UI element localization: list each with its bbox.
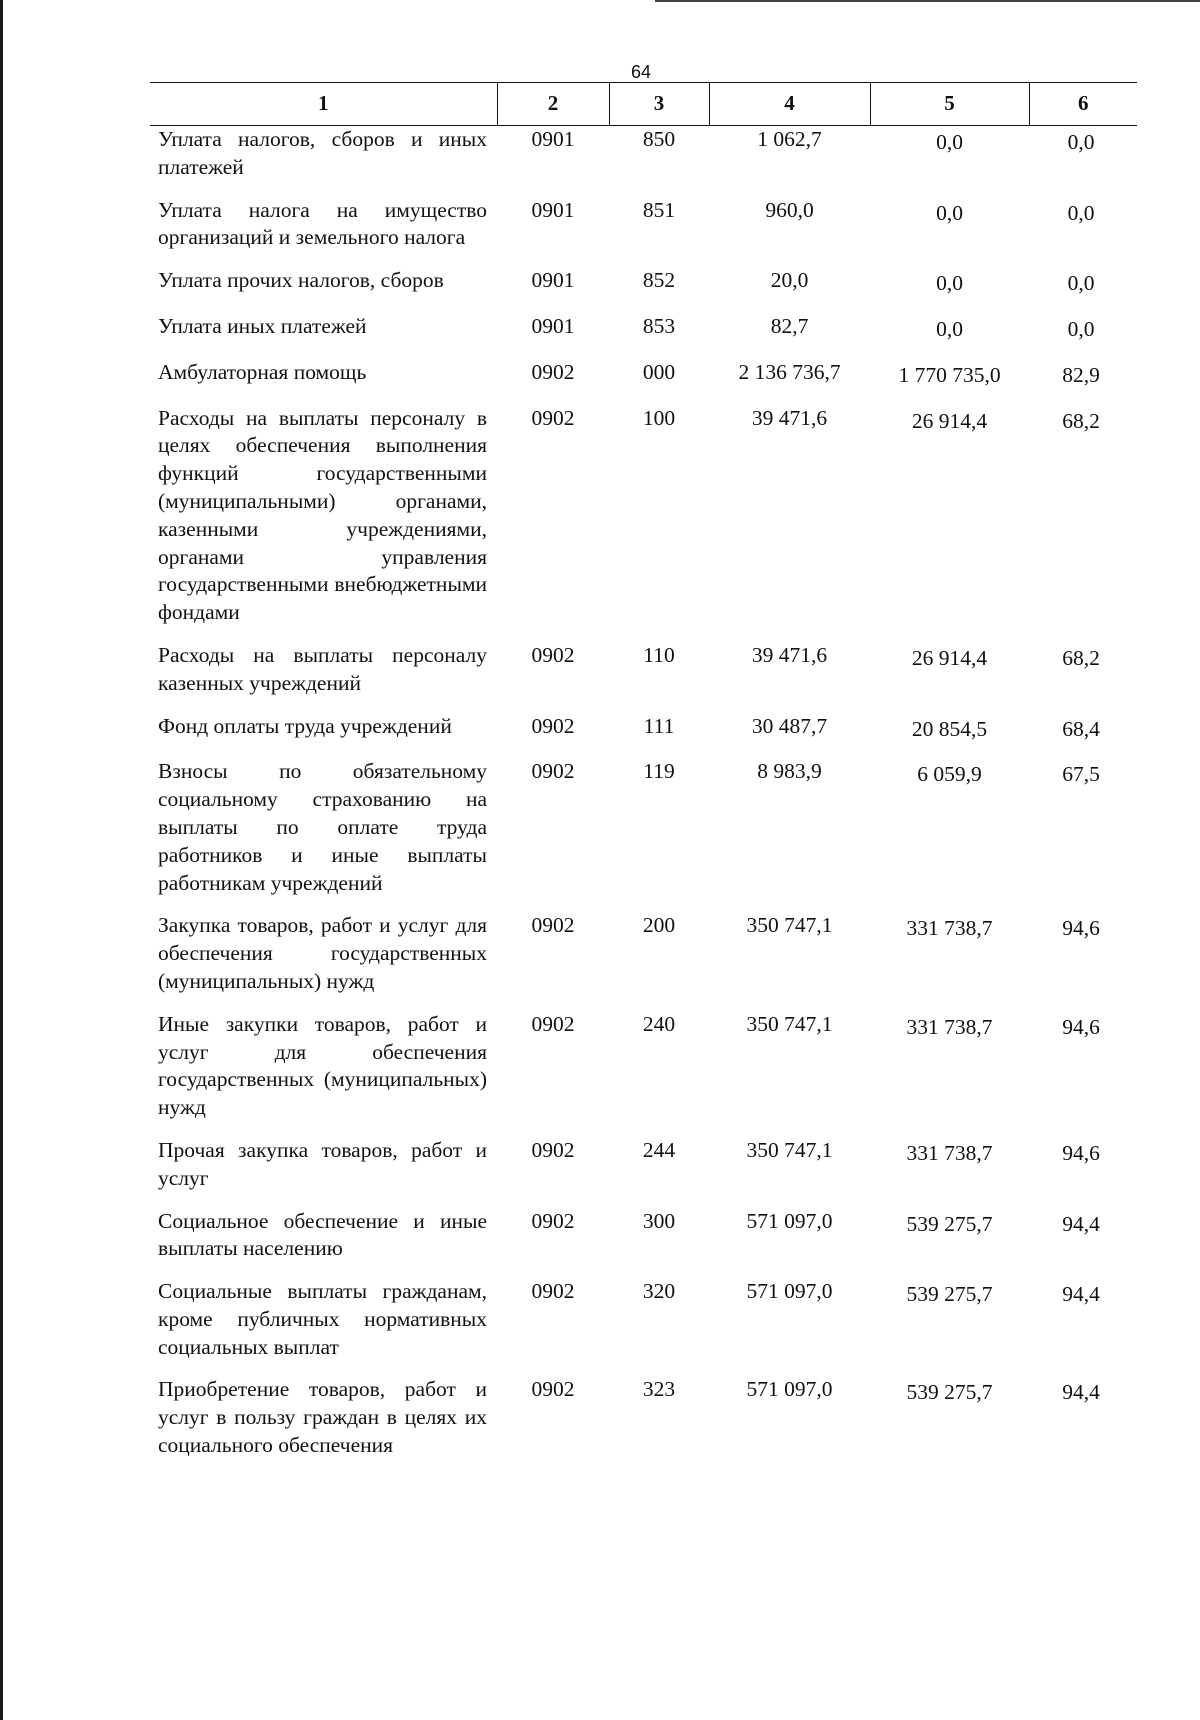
planned-amount: 960,0	[765, 197, 814, 222]
section-code: 0902	[531, 359, 575, 384]
section-code: 0902	[531, 405, 575, 430]
executed-amount: 331 738,7	[906, 1014, 993, 1039]
section-code: 0901	[531, 197, 575, 222]
executed-amount: 0,0	[936, 316, 963, 341]
column-header-4: 4	[709, 83, 870, 126]
section-code: 0902	[531, 1011, 575, 1036]
table-row	[150, 912, 1137, 1010]
page-number: 64	[630, 62, 652, 82]
expense-type-code: 244	[642, 1137, 676, 1162]
table-row	[150, 405, 1137, 642]
planned-amount: 571 097,0	[746, 1208, 833, 1233]
expense-type-code: 000	[642, 359, 676, 384]
planned-amount: 350 747,1	[746, 913, 833, 938]
expense-name: Уплата налогов, сборов и иных платежей	[158, 127, 487, 179]
executed-amount: 331 738,7	[906, 916, 993, 941]
table-row	[150, 642, 1137, 713]
planned-amount: 8 983,9	[757, 759, 822, 784]
table-row	[150, 313, 1137, 359]
table-row	[150, 1376, 1137, 1474]
execution-percent: 0,0	[1067, 200, 1095, 225]
expense-type-code: 240	[642, 1011, 676, 1036]
section-code: 0902	[531, 642, 575, 667]
planned-amount: 30 487,7	[751, 713, 828, 738]
table-row	[150, 1011, 1137, 1137]
executed-amount: 331 738,7	[906, 1140, 993, 1165]
executed-amount: 539 275,7	[906, 1211, 993, 1236]
expense-name: Уплата иных платежей	[158, 313, 367, 338]
executed-amount: 0,0	[936, 130, 963, 154]
table-row	[150, 197, 1137, 268]
executed-amount: 26 914,4	[911, 645, 988, 670]
table-row	[150, 1137, 1137, 1208]
execution-percent: 68,2	[1062, 645, 1100, 670]
planned-amount: 2 136 736,7	[738, 359, 841, 384]
column-header-3: 3	[609, 83, 709, 126]
section-code: 0902	[531, 1208, 575, 1233]
execution-percent: 94,6	[1062, 1014, 1100, 1039]
expense-name: Приобретение товаров, работ и услуг в пользу граждан в целях их социального обеспечения	[158, 1377, 487, 1458]
execution-percent: 0,0	[1067, 130, 1095, 154]
executed-amount: 26 914,4	[911, 408, 988, 433]
expense-name: Прочая закупка товаров, работ и услуг	[158, 1137, 487, 1190]
execution-percent: 94,4	[1062, 1380, 1100, 1405]
planned-amount: 571 097,0	[746, 1279, 833, 1304]
expense-name: Расходы на выплаты персоналу в целях обеспечения выполнения функций государственными (муниципальными) органами, казенными учреждениями, органами управления государственными внебюджетными фондами	[158, 405, 487, 625]
expense-name: Уплата налога на имущество организаций и земельного налога	[158, 197, 487, 250]
executed-amount: 0,0	[936, 200, 963, 225]
executed-amount: 6 059,9	[917, 762, 982, 787]
section-code: 0902	[531, 913, 575, 938]
executed-amount: 1 770 735,0	[898, 362, 1001, 387]
expense-name: Иные закупки товаров, работ и услуг для обеспечения государственных (муниципальных) нужд	[158, 1011, 487, 1120]
planned-amount: 1 062,7	[757, 127, 822, 151]
budget-table-container	[150, 82, 1137, 1475]
section-code: 0901	[531, 268, 575, 293]
execution-percent: 0,0	[1067, 316, 1095, 341]
column-header-5: 5	[870, 83, 1029, 126]
column-header-6: 6	[1029, 83, 1137, 126]
table-row	[150, 359, 1137, 405]
column-header-1: 1	[150, 83, 497, 126]
expense-name: Фонд оплаты труда учреждений	[158, 713, 452, 738]
expense-name: Уплата прочих налогов, сборов	[158, 268, 444, 293]
planned-amount: 571 097,0	[746, 1377, 833, 1402]
executed-amount: 539 275,7	[906, 1380, 993, 1405]
expense-name: Взносы по обязательному социальному страхованию на выплаты по оплате труда работников и иные выплаты работникам учреждений	[158, 759, 487, 895]
expense-type-code: 300	[642, 1208, 676, 1233]
table-row	[150, 126, 1137, 197]
table-row	[150, 267, 1137, 313]
table-row	[150, 1278, 1137, 1376]
scan-top-edge	[655, 0, 1200, 2]
section-code: 0901	[531, 313, 575, 338]
section-code: 0901	[531, 127, 575, 151]
scan-left-edge	[0, 0, 3, 1720]
expense-name: Социальные выплаты гражданам, кроме публичных нормативных социальных выплат	[158, 1279, 487, 1359]
executed-amount: 20 854,5	[911, 716, 988, 741]
expense-name: Расходы на выплаты персоналу казенных учреждений	[158, 642, 487, 695]
execution-percent: 67,5	[1062, 762, 1100, 787]
expense-type-code: 200	[642, 913, 676, 938]
section-code: 0902	[531, 1137, 575, 1162]
planned-amount: 39 471,6	[751, 405, 828, 430]
execution-percent: 82,9	[1062, 362, 1100, 387]
column-header-2: 2	[497, 83, 609, 126]
expense-name: Закупка товаров, работ и услуг для обеспечения государственных (муниципальных) нужд	[158, 913, 487, 993]
section-code: 0902	[531, 1279, 575, 1304]
table-row	[150, 758, 1137, 912]
table-row	[150, 1208, 1137, 1279]
execution-percent: 94,4	[1062, 1282, 1100, 1307]
planned-amount: 82,7	[770, 313, 809, 338]
expense-type-code: 320	[642, 1279, 676, 1304]
expense-type-code: 852	[642, 268, 676, 293]
execution-percent: 68,2	[1062, 408, 1100, 433]
expense-type-code: 119	[643, 759, 675, 784]
execution-percent: 94,6	[1062, 1140, 1100, 1165]
execution-percent: 94,6	[1062, 916, 1100, 941]
table-row	[150, 713, 1137, 759]
planned-amount: 20,0	[770, 268, 809, 293]
expense-type-code: 111	[643, 713, 675, 738]
section-code: 0902	[531, 759, 575, 784]
budget-table	[150, 82, 1137, 1475]
expense-type-code: 853	[642, 313, 676, 338]
execution-percent: 0,0	[1067, 271, 1095, 296]
execution-percent: 68,4	[1062, 716, 1100, 741]
expense-type-code: 110	[643, 642, 675, 667]
expense-name: Социальное обеспечение и иные выплаты населению	[158, 1208, 487, 1261]
expense-type-code: 323	[642, 1377, 676, 1402]
executed-amount: 0,0	[936, 271, 963, 296]
execution-percent: 94,4	[1062, 1211, 1100, 1236]
section-code: 0902	[531, 1377, 575, 1402]
planned-amount: 39 471,6	[751, 642, 828, 667]
section-code: 0902	[531, 713, 575, 738]
expense-type-code: 850	[642, 127, 676, 151]
expense-type-code: 100	[642, 405, 676, 430]
table-header-row	[150, 83, 1137, 126]
expense-type-code: 851	[642, 197, 676, 222]
executed-amount: 539 275,7	[906, 1282, 993, 1307]
planned-amount: 350 747,1	[746, 1137, 833, 1162]
expense-name: Амбулаторная помощь	[158, 359, 367, 384]
planned-amount: 350 747,1	[746, 1011, 833, 1036]
